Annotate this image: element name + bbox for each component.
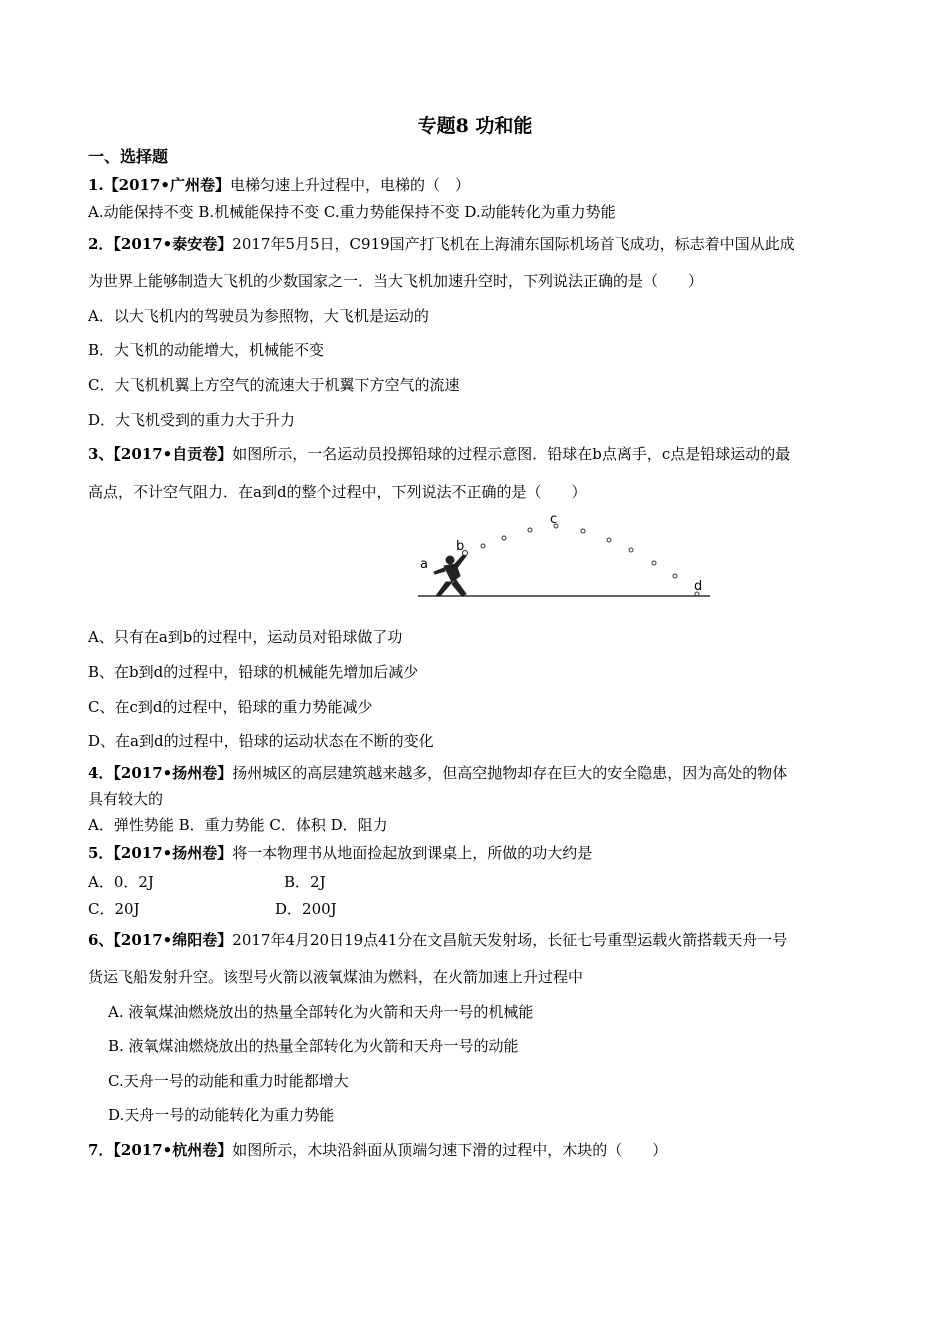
question-2-option-d: D．大飞机受到的重力大于升力 bbox=[88, 411, 296, 429]
question-6-tag: 6、【2017•绵阳卷】 bbox=[88, 931, 233, 949]
trajectory-point bbox=[652, 561, 656, 565]
shot-put-figure bbox=[414, 510, 714, 602]
question-3-option-c: C、在c到d的过程中，铅球的重力势能减少 bbox=[88, 698, 373, 716]
athlete-arm-back bbox=[434, 568, 445, 574]
question-5-text: 将一本物理书从地面捡起放到课桌上，所做的功大约是 bbox=[232, 844, 593, 862]
athlete-figure bbox=[434, 554, 466, 596]
question-4-tag: 4．【2017•扬州卷】 bbox=[88, 764, 233, 782]
question-6-text-cont: 货运飞船发射升空。该型号火箭以液氧煤油为燃料，在火箭加速上升过程中 bbox=[88, 968, 584, 986]
trajectory-point bbox=[629, 548, 633, 552]
question-4-options: A．弹性势能 B．重力势能 C．体积 D．阻力 bbox=[88, 816, 388, 834]
trajectory-point bbox=[607, 538, 611, 542]
question-1-text: 电梯匀速上升过程中，电梯的（ ） bbox=[230, 176, 471, 194]
question-3-text: 如图所示，一名运动员投掷铅球的过程示意图．铅球在b点离手，c点是铅球运动的最 bbox=[232, 445, 791, 463]
label-b: b bbox=[456, 539, 465, 554]
label-c: c bbox=[550, 512, 558, 527]
question-2 bbox=[88, 234, 795, 254]
athlete-leg-back bbox=[436, 582, 452, 596]
question-5-option-c: C．20J bbox=[88, 900, 140, 918]
question-2-tag: 2．【2017•泰安卷】 bbox=[88, 235, 233, 253]
section-heading: 一、选择题 bbox=[88, 147, 169, 166]
question-5-option-a: A．0．2J bbox=[88, 873, 154, 891]
trajectory bbox=[481, 524, 699, 596]
question-1 bbox=[88, 175, 470, 195]
question-7 bbox=[88, 1140, 667, 1160]
question-5-tag: 5．【2017•扬州卷】 bbox=[88, 844, 233, 862]
question-6-option-b: B. 液氧煤油燃烧放出的热量全部转化为火箭和天舟一号的动能 bbox=[108, 1037, 519, 1055]
question-3-text-cont: 高点，不计空气阻力．在a到d的整个过程中，下列说法不正确的是（ ） bbox=[88, 483, 587, 501]
question-3-option-a: A、只有在a到b的过程中，运动员对铅球做了功 bbox=[88, 628, 403, 646]
question-3 bbox=[88, 444, 790, 464]
question-7-tag: 7．【2017•杭州卷】 bbox=[88, 1141, 233, 1159]
question-7-text: 如图所示，木块沿斜面从顶端匀速下滑的过程中，木块的（ ） bbox=[232, 1141, 668, 1159]
question-6-option-d: D.天舟一号的动能转化为重力势能 bbox=[108, 1106, 335, 1124]
question-3-option-d: D、在a到d的过程中，铅球的运动状态在不断的变化 bbox=[88, 732, 434, 750]
question-1-tag: 1.【2017•广州卷】 bbox=[88, 176, 230, 194]
label-d: d bbox=[694, 579, 703, 594]
question-5-option-b: B．2J bbox=[284, 873, 326, 891]
question-2-text-cont: 为世界上能够制造大飞机的少数国家之一．当大飞机加速升空时，下列说法正确的是（ ） bbox=[88, 272, 704, 290]
question-4 bbox=[88, 763, 787, 783]
question-5 bbox=[88, 843, 592, 863]
trajectory-point bbox=[502, 536, 506, 540]
question-2-option-b: B．大飞机的动能增大，机械能不变 bbox=[88, 341, 325, 359]
question-4-text: 扬州城区的高层建筑越来越多，但高空抛物却存在巨大的安全隐患，因为高处的物体 bbox=[232, 764, 788, 782]
question-6-option-a: A. 液氧煤油燃烧放出的热量全部转化为火箭和天舟一号的机械能 bbox=[108, 1003, 534, 1021]
question-2-option-c: C．大飞机机翼上方空气的流速大于机翼下方空气的流速 bbox=[88, 376, 460, 394]
question-6 bbox=[88, 930, 787, 950]
question-6-text: 2017年4月20日19点41分在文昌航天发射场，长征七号重型运载火箭搭载天舟一号 bbox=[232, 931, 788, 949]
label-a: a bbox=[420, 557, 428, 572]
trajectory-point bbox=[481, 544, 485, 548]
athlete-leg-front bbox=[452, 580, 466, 596]
trajectory-point bbox=[528, 528, 532, 532]
question-2-option-a: A．以大飞机内的驾驶员为参照物，大飞机是运动的 bbox=[88, 307, 429, 325]
question-2-text: 2017年5月5日，C919国产打飞机在上海浦东国际机场首飞成功，标志着中国从此成 bbox=[232, 235, 795, 253]
question-6-option-c: C.天舟一号的动能和重力时能都增大 bbox=[108, 1072, 349, 1090]
athlete-head bbox=[446, 556, 454, 564]
question-3-tag: 3、【2017•自贡卷】 bbox=[88, 445, 233, 463]
question-5-option-d: D．200J bbox=[275, 900, 337, 918]
trajectory-point bbox=[581, 529, 585, 533]
athlete-arm bbox=[454, 554, 466, 568]
question-4-text-cont: 具有较大的 bbox=[88, 790, 164, 808]
question-3-option-b: B、在b到d的过程中，铅球的机械能先增加后减少 bbox=[88, 663, 419, 681]
trajectory-point bbox=[673, 574, 677, 578]
question-1-options: A.动能保持不变 B.机械能保持不变 C.重力势能保持不变 D.动能转化为重力势能 bbox=[88, 203, 616, 221]
page-title: 专题8 功和能 bbox=[417, 115, 533, 137]
